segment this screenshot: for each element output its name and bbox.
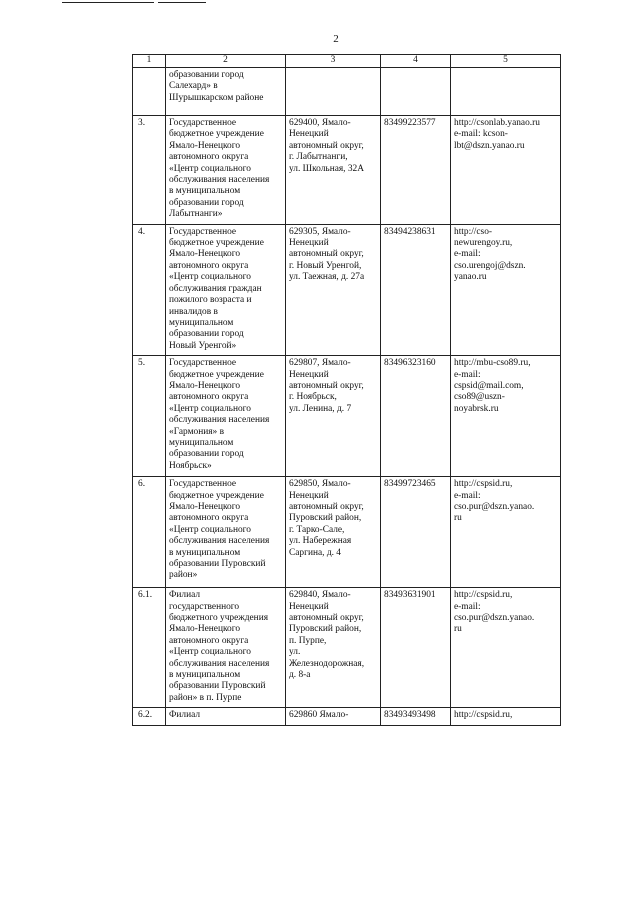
table-row [133, 224, 561, 355]
column-header: 2 [166, 55, 286, 68]
institution-name: Филиал [166, 708, 286, 725]
institution-name: образовании город Салехард» в Шурышкарском районе [166, 68, 286, 116]
institution-name: Государственное бюджетное учреждение Ямало-Ненецкого автономного округа «Центр социального обслуживания граждан пожилого возраста и инвалидов в муниципальном образовании город Новый Уренгой» [166, 224, 286, 355]
column-header: 5 [451, 55, 561, 68]
scan-edge-line [158, 2, 206, 3]
page-number: 2 [333, 33, 339, 45]
institution-web: http://cspsid.ru, [451, 708, 561, 725]
institution-phone: 83493493498 [381, 708, 451, 725]
institution-name: Государственное бюджетное учреждение Ямало-Ненецкого автономного округа «Центр социального обслуживания населения в муниципальном образовании Пуровский район» [166, 477, 286, 588]
institution-name: Филиал государственного бюджетного учреждения Ямало-Ненецкого автономного округа «Центр социального обслуживания населения в муниципальном образовании Пуровский район» в п. Пурпе [166, 588, 286, 708]
institution-web: http://mbu-cso89.ru, e-mail: cspsid@mail.com, cso89@uszn- noyabrsk.ru [451, 356, 561, 477]
institution-address: 629305, Ямало- Ненецкий автономный округ, г. Новый Уренгой, ул. Таежная, д. 27а [286, 224, 381, 355]
table-row [133, 588, 561, 708]
column-header: 1 [133, 55, 166, 68]
institution-phone: 83494238631 [381, 224, 451, 355]
row-number: 5. [133, 356, 166, 477]
institution-address: 629860 Ямало- [286, 708, 381, 725]
institution-web: http://csonlab.yanao.ru e-mail: kcson- lbt@dszn.yanao.ru [451, 116, 561, 225]
row-number: 6.2. [133, 708, 166, 725]
institution-name: Государственное бюджетное учреждение Ямало-Ненецкого автономного округа «Центр социального обслуживания населения в муниципальном образовании город Лабытнанги» [166, 116, 286, 225]
institution-address: 629850, Ямало- Ненецкий автономный округ, Пуровский район, г. Тарко-Сале, ул. Набережная Саргина, д. 4 [286, 477, 381, 588]
institution-web: http://cso- newurengoy.ru, e-mail: cso.urengoj@dszn. yanao.ru [451, 224, 561, 355]
institutions-table [132, 54, 561, 726]
table-row [133, 708, 561, 725]
institution-address: 629840, Ямало- Ненецкий автономный округ, Пуровский район, п. Пурпе, ул. Железнодорожная, д. 8-а [286, 588, 381, 708]
institution-phone: 83499223577 [381, 116, 451, 225]
row-number [133, 68, 166, 116]
table-header-row [133, 55, 561, 68]
institution-web [451, 68, 561, 116]
column-header: 3 [286, 55, 381, 68]
institution-address: 629400, Ямало- Ненецкий автономный округ, г. Лабытнанги, ул. Школьная, 32А [286, 116, 381, 225]
institution-address: 629807, Ямало- Ненецкий автономный округ, г. Ноябрьск, ул. Ленина, д. 7 [286, 356, 381, 477]
row-number: 6.1. [133, 588, 166, 708]
institution-phone: 83493631901 [381, 588, 451, 708]
institution-name: Государственное бюджетное учреждение Ямало-Ненецкого автономного округа «Центр социального обслуживания населения «Гармония» в муниципальном образовании город Ноябрьск» [166, 356, 286, 477]
column-header: 4 [381, 55, 451, 68]
row-number: 6. [133, 477, 166, 588]
institution-phone [381, 68, 451, 116]
table-row [133, 116, 561, 225]
institution-address [286, 68, 381, 116]
table-row [133, 477, 561, 588]
institution-web: http://cspsid.ru, e-mail: cso.pur@dszn.yanao. ru [451, 477, 561, 588]
table-row [133, 68, 561, 116]
scan-edge-line [62, 2, 154, 3]
institution-web: http://cspsid.ru, e-mail: cso.pur@dszn.yanao. ru [451, 588, 561, 708]
row-number: 4. [133, 224, 166, 355]
institution-phone: 83496323160 [381, 356, 451, 477]
table-row [133, 356, 561, 477]
row-number: 3. [133, 116, 166, 225]
institution-phone: 83499723465 [381, 477, 451, 588]
